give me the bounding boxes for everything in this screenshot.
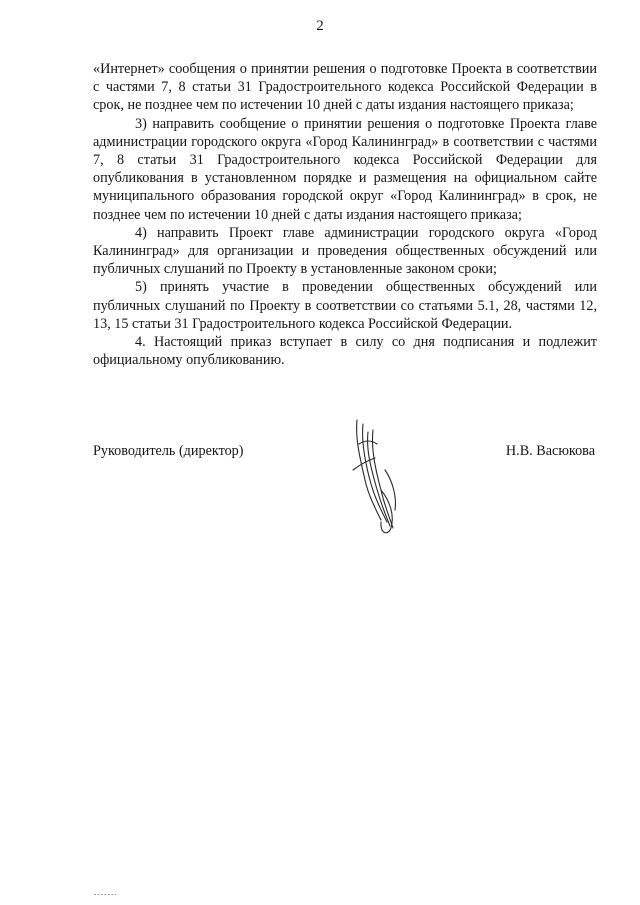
signer-name: Н.В. Васюкова	[505, 443, 595, 459]
document-body	[93, 60, 597, 369]
handwritten-signature	[335, 410, 425, 540]
footer-mark	[94, 893, 116, 896]
signer-role: Руководитель (директор)	[93, 443, 244, 459]
paragraph-clause-4: 4. Настоящий приказ вступает в силу со дня подписания и подлежит официальному опубликованию.	[93, 334, 597, 369]
page-number: 2	[316, 18, 324, 34]
paragraph-item-3: 3) направить сообщение о принятии решения о подготовке Проекта главе администрации городского округа «Город Калининград» в соответствии с частями 7, 8 статьи 31 Градостроительного кодекса Российской Федерации для опубликования в установленном порядке и размещения на официальном сайте муниципального образования городской округ «Город Калининград» в срок, не позднее чем по истечении 10 дней с даты издания настоящего приказа;	[93, 115, 597, 223]
paragraph-item-5: 5) принять участие в проведении общественных обсуждений или публичных слушаний по Проекту в соответствии со статьями 5.1, 28, частями 12, 13, 15 статьи 31 Градостроительного кодекса Российской Федерации.	[93, 279, 597, 332]
paragraph-continuation: «Интернет» сообщения о принятии решения о подготовке Проекта в соответствии с частями 7, 8 статьи 31 Градостроительного кодекса Российской Федерации в срок, не позднее чем по истечении 10 дней с даты издания настоящего приказа;	[93, 61, 597, 114]
paragraph-item-4: 4) направить Проект главе администрации городского округа «Город Калининград» для организации и проведения общественных обсуждений или публичных слушаний по Проекту в установленные законом сроки;	[93, 224, 597, 278]
